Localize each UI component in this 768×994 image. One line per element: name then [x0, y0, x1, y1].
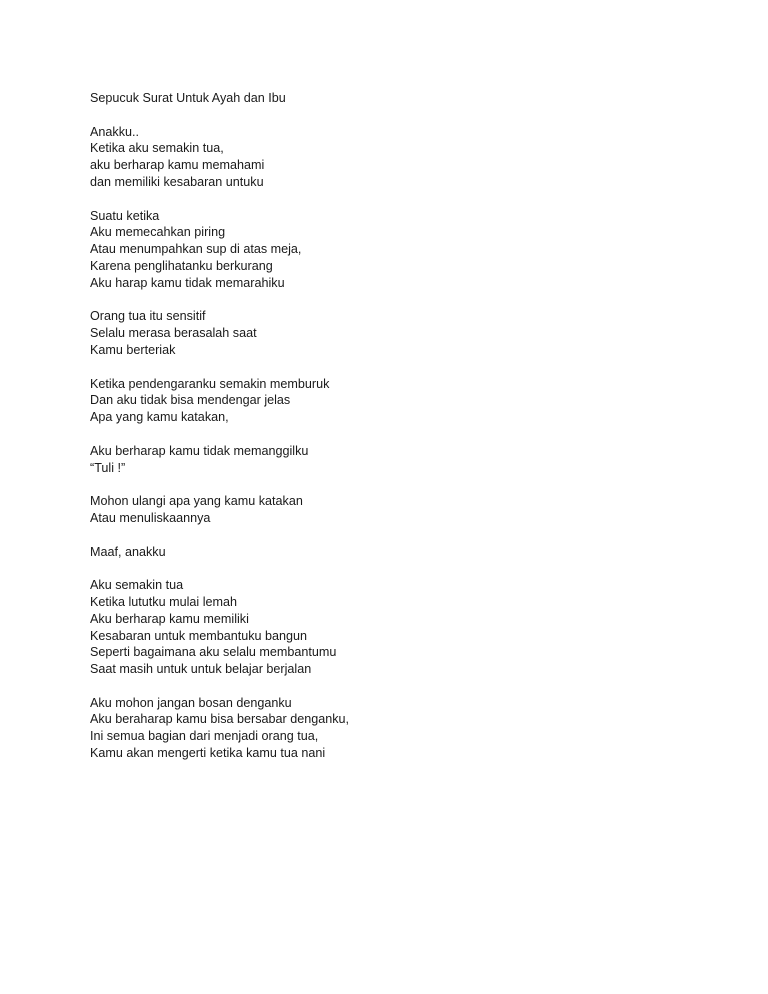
poem-line: Karena penglihatanku berkurang	[90, 258, 273, 273]
poem-line: Aku harap kamu tidak memarahiku	[90, 275, 285, 290]
stanza	[90, 208, 690, 292]
poem-line: Selalu merasa berasalah saat	[90, 326, 257, 341]
poem-line: Aku beraharap kamu bisa bersabar denganku,	[90, 712, 350, 727]
poem-line: dan memiliki kesabaran untuku	[90, 174, 264, 189]
stanza	[90, 544, 690, 561]
poem-line: Aku mohon jangan bosan denganku	[90, 695, 292, 710]
poem-line: Ketika pendengaranku semakin memburuk	[90, 376, 330, 391]
poem-line: Aku semakin tua	[90, 578, 184, 593]
poem-line: Apa yang kamu katakan,	[90, 410, 229, 425]
poem-line: aku berharap kamu memahami	[90, 158, 265, 173]
poem-line: Dan aku tidak bisa mendengar jelas	[90, 393, 291, 408]
poem-line: Maaf, anakku	[90, 544, 166, 559]
stanza	[90, 308, 690, 358]
poem-line: Aku berharap kamu tidak memanggilku	[90, 443, 309, 458]
poem-line: Kesabaran untuk membantuku bangun	[90, 628, 308, 643]
letter-title: Sepucuk Surat Untuk Ayah dan Ibu	[90, 91, 286, 105]
letter-body	[90, 90, 690, 779]
poem-line: Aku berharap kamu memiliki	[90, 611, 249, 626]
poem-line: Mohon ulangi apa yang kamu katakan	[90, 494, 303, 509]
poem-line: Suatu ketika	[90, 208, 160, 223]
poem-line: Kamu berteriak	[90, 342, 176, 357]
poem-line: Atau menuliskaannya	[90, 510, 211, 525]
poem-line: Ketika lututku mulai lemah	[90, 594, 237, 609]
poem-line: Seperti bagaimana aku selalu membantumu	[90, 645, 337, 660]
stanza	[90, 443, 690, 477]
poem-line: Atau menumpahkan sup di atas meja,	[90, 242, 302, 257]
poem-line: Ini semua bagian dari menjadi orang tua,	[90, 729, 319, 744]
poem-line: Orang tua itu sensitif	[90, 309, 206, 324]
poem-line: Saat masih untuk untuk belajar berjalan	[90, 662, 312, 677]
poem-line: Kamu akan mengerti ketika kamu tua nani	[90, 746, 326, 761]
poem-line: Anakku..	[90, 124, 140, 139]
poem-line: “Tuli !”	[90, 460, 126, 475]
stanza	[90, 695, 690, 762]
stanza	[90, 376, 690, 426]
stanza	[90, 577, 690, 678]
poem-line: Ketika aku semakin tua,	[90, 141, 224, 156]
poem-line: Aku memecahkan piring	[90, 225, 226, 240]
stanza	[90, 124, 690, 191]
stanza	[90, 493, 690, 527]
